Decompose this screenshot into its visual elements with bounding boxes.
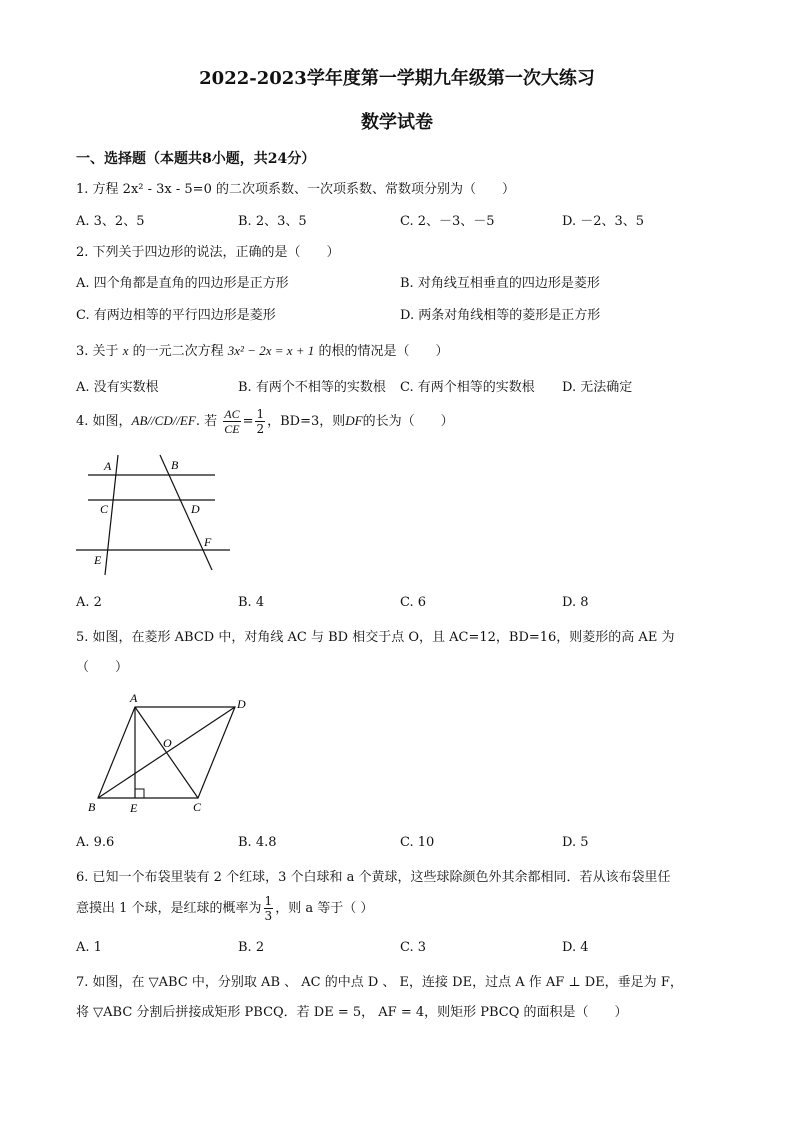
question-7-line2: 将 ▽ABC 分割后拼接成矩形 PBCQ．若 DE = 5， AF = 4，则矩形 PBCQ 的面积是（ ） [76, 1005, 628, 1020]
q4-condition: AB//CD//EF [131, 413, 196, 428]
q4-df: DF [345, 413, 363, 428]
q6-line2-pre: 意摸出 1 个球，是红球的概率为 [76, 901, 262, 916]
transversal-bdf [160, 455, 212, 570]
q4-post2: 的长为（ ） [362, 414, 454, 429]
q6-frac-denominator: 3 [264, 909, 273, 923]
label-d: D [191, 502, 200, 516]
question-1-option-c: C. 2、－3、－5 [400, 214, 495, 229]
question-7-line1: 7. 如图，在 ▽ABC 中，分别取 AB 、 AC 的中点 D 、 E，连接 DE，过点 A 作 AF ⊥ DE，垂足为 F， [76, 975, 683, 990]
question-3-option-d: D. 无法确定 [562, 380, 633, 395]
q4-half-numerator: 1 [256, 407, 265, 421]
question-6-option-d: D. 4 [562, 940, 589, 955]
q6-line2-post: ，则 a 等于（ ） [275, 901, 374, 916]
question-4-option-d: D. 8 [562, 595, 589, 610]
q6-probability-fraction [264, 894, 274, 923]
question-5-option-a: A. 9.6 [76, 835, 115, 850]
question-6-option-c: C. 3 [400, 940, 427, 955]
question-5-figure [80, 690, 260, 820]
q4-ruo: . 若 [195, 414, 218, 429]
q4-equals: = [242, 414, 254, 429]
question-1-option-a: A. 3、2、5 [76, 214, 145, 229]
q4-ratio-numerator: AC [224, 407, 240, 421]
question-1-option-d: D. －2、3、5 [562, 214, 645, 229]
question-5-option-c: C. 10 [400, 835, 435, 850]
question-6-option-a: A. 1 [76, 940, 102, 955]
label-e: E [94, 553, 102, 567]
question-2-option-c: C. 有两边相等的平行四边形是菱形 [76, 308, 276, 323]
label-a: A [130, 691, 138, 705]
label-c: C [193, 800, 202, 814]
question-2-option-b: B. 对角线互相垂直的四边形是菱形 [400, 276, 600, 291]
label-f: F [204, 535, 212, 549]
question-3-stem [76, 340, 448, 359]
q3-pre: 3. 关于 [76, 344, 119, 359]
label-b: B [88, 800, 96, 814]
question-2-option-d: D. 两条对角线相等的菱形是正方形 [400, 308, 601, 323]
diagonal-bd [98, 707, 235, 798]
question-3-option-b: B. 有两个不相等的实数根 [238, 380, 386, 395]
right-angle-mark [135, 789, 144, 798]
q4-half-fraction [255, 407, 265, 436]
question-6-line2 [76, 890, 373, 928]
q4-ratio-denominator: CE [224, 422, 240, 436]
question-5-stem: 5. 如图，在菱形 ABCD 中，对角线 AC 与 BD 相交于点 O，且 AC=12，BD=16，则菱形的高 AE 为 [76, 630, 675, 645]
question-4-stem [76, 402, 454, 441]
question-4-option-c: C. 6 [400, 595, 427, 610]
label-e: E [130, 801, 138, 815]
q4-half-denominator: 2 [256, 422, 265, 436]
question-2-option-a: A. 四个角都是直角的四边形是正方形 [76, 276, 289, 291]
q3-equation: 3x² − 2x = x + 1 [227, 343, 315, 358]
question-3-option-a: A. 没有实数根 [76, 380, 159, 395]
question-3-option-c: C. 有两个相等的实数根 [400, 380, 535, 395]
label-c: C [100, 502, 109, 516]
question-5-option-d: D. 5 [562, 835, 589, 850]
exam-title: 2022-2023学年度第一学期九年级第一次大练习 [199, 68, 595, 89]
q4-ratio-fraction [223, 407, 240, 436]
exam-subtitle: 数学试卷 [361, 112, 433, 133]
q3-var: x [122, 343, 129, 358]
question-5-paren: （ ） [76, 660, 129, 675]
question-4-option-b: B. 4 [238, 595, 265, 610]
question-1-option-b: B. 2、3、5 [238, 214, 307, 229]
q3-post: 的根的情况是（ ） [318, 344, 449, 359]
label-b: B [171, 458, 179, 472]
section-heading: 一、选择题（本题共8小题，共24分） [76, 151, 316, 167]
label-d: D [237, 697, 246, 711]
question-4-option-a: A. 2 [76, 595, 102, 610]
label-o: O [163, 736, 172, 750]
question-2-stem: 2. 下列关于四边形的说法，正确的是（ ） [76, 245, 340, 260]
question-6-line1: 6. 已知一个布袋里装有 2 个红球，3 个白球和 a 个黄球，这些球除颜色外其余都相同．若从该布袋里任 [76, 870, 671, 885]
q4-pre: 4. 如图， [76, 414, 132, 429]
q3-mid: 的一元二次方程 [132, 344, 224, 359]
q4-post1: ，BD=3，则 [267, 414, 346, 429]
question-5-option-b: B. 4.8 [238, 835, 277, 850]
question-1-stem: 1. 方程 2x² - 3x - 5=0 的二次项系数、一次项系数、常数项分别为（ ） [76, 182, 515, 197]
q6-frac-numerator: 1 [264, 894, 273, 908]
question-4-figure [70, 450, 230, 580]
question-6-option-b: B. 2 [238, 940, 265, 955]
label-a: A [104, 459, 112, 473]
